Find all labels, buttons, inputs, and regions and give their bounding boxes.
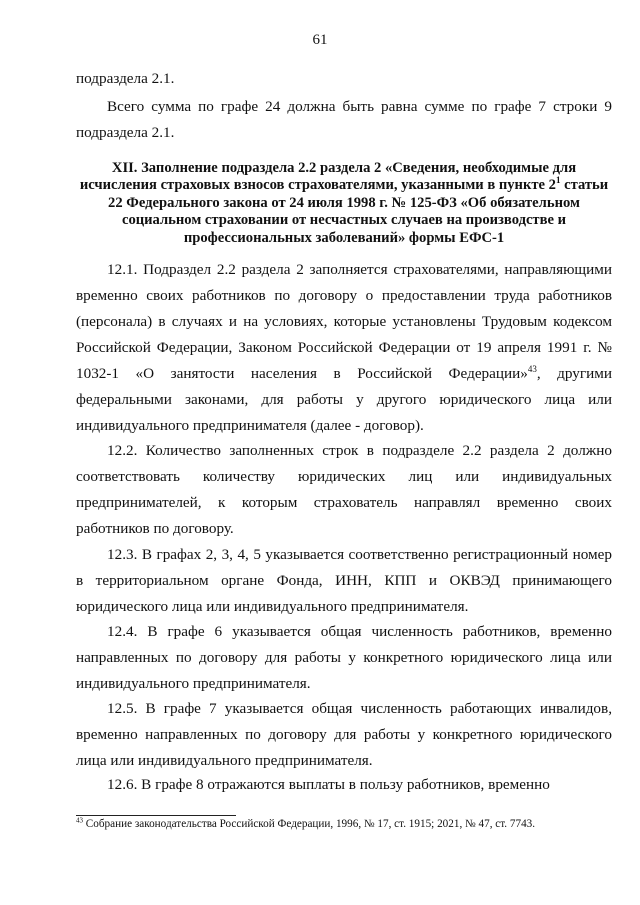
paragraph-12-1	[76, 257, 612, 439]
paragraph-12-5: 12.5. В графе 7 указывается общая численность работающих инвалидов, временно направленных по договору для работы у конкретного юридического лица или индивидуального предпринимателя.	[76, 700, 612, 769]
footnote-number: 43	[76, 816, 83, 825]
paragraph-12-1-text-b: , другими федеральными законами, для работы у другого юридического лица или индивидуального предпринимателя (далее - договор).	[76, 365, 612, 434]
paragraph-12-1-block	[76, 257, 612, 439]
paragraph-12-5-block	[76, 696, 612, 774]
paragraph-12-4-block	[76, 619, 612, 697]
paragraph-12-2: 12.2. Количество заполненных строк в подразделе 2.2 раздела 2 должно соответствовать количеству юридических лиц или индивидуальных предпринимателей, к которым страхователь направлял временно своих работников по договору.	[76, 442, 612, 537]
paragraph-12-6: 12.6. В графе 8 отражаются выплаты в пользу работников, временно	[107, 776, 550, 793]
intro-line-1: подраздела 2.1.	[76, 70, 175, 87]
heading-part-1: XII. Заполнение подраздела 2.2 раздела 2 «Сведения, необходимые для исчисления страховых взносов страхователями, указанными в пункте 2	[79, 160, 577, 194]
footnote-ref-43: 43	[527, 363, 537, 374]
paragraph-12-3: 12.3. В графах 2, 3, 4, 5 указывается соответственно регистрационный номер в территориальном органе Фонда, ИНН, КПП и ОКВЭД принимающего юридического лица или индивидуального предпринимателя.	[76, 546, 612, 615]
paragraph-12-4: 12.4. В графе 6 указывается общая численность работников, временно направленных по договору для работы у конкретного юридического лица или индивидуального предпринимателя.	[76, 623, 612, 692]
heading-part-2: статьи 22 Федерального закона от 24 июля 1998 г. № 125-ФЗ «Об обязательном социальном страховании от несчастных случаев на производстве и профессиональных заболеваний» формы ЕФС-1	[108, 177, 609, 246]
page-number: 61	[312, 32, 328, 48]
intro-line-2: Всего сумма по графе 24 должна быть равна сумме по графе 7 строки 9 подраздела 2.1.	[76, 98, 612, 141]
heading-superscript: 1	[555, 175, 561, 186]
paragraph-12-3-block	[76, 542, 612, 620]
section-heading	[76, 160, 612, 247]
footnote-divider	[76, 815, 236, 816]
paragraph-12-1-text-a: 12.1. Подраздел 2.2 раздела 2 заполняется страхователями, направляющими временно своих работников по договору о предоставлении труда работников (персонала) в случаях и на условиях, которые установлены Трудовым кодексом Российской Федерации, Законом Российской Федерации от 19 апреля 1991 г. № 1032-1 «О занятости населения в Российской Федерации»	[76, 261, 612, 382]
paragraph-12-2-block	[76, 438, 612, 542]
intro-block	[76, 66, 612, 146]
paragraph-12-6-block	[76, 772, 612, 798]
footnote-43	[76, 817, 612, 831]
footnote-text: Собрание законодательства Российской Федерации, 1996, № 17, ст. 1915; 2021, № 47, ст. 7743.	[83, 818, 536, 830]
